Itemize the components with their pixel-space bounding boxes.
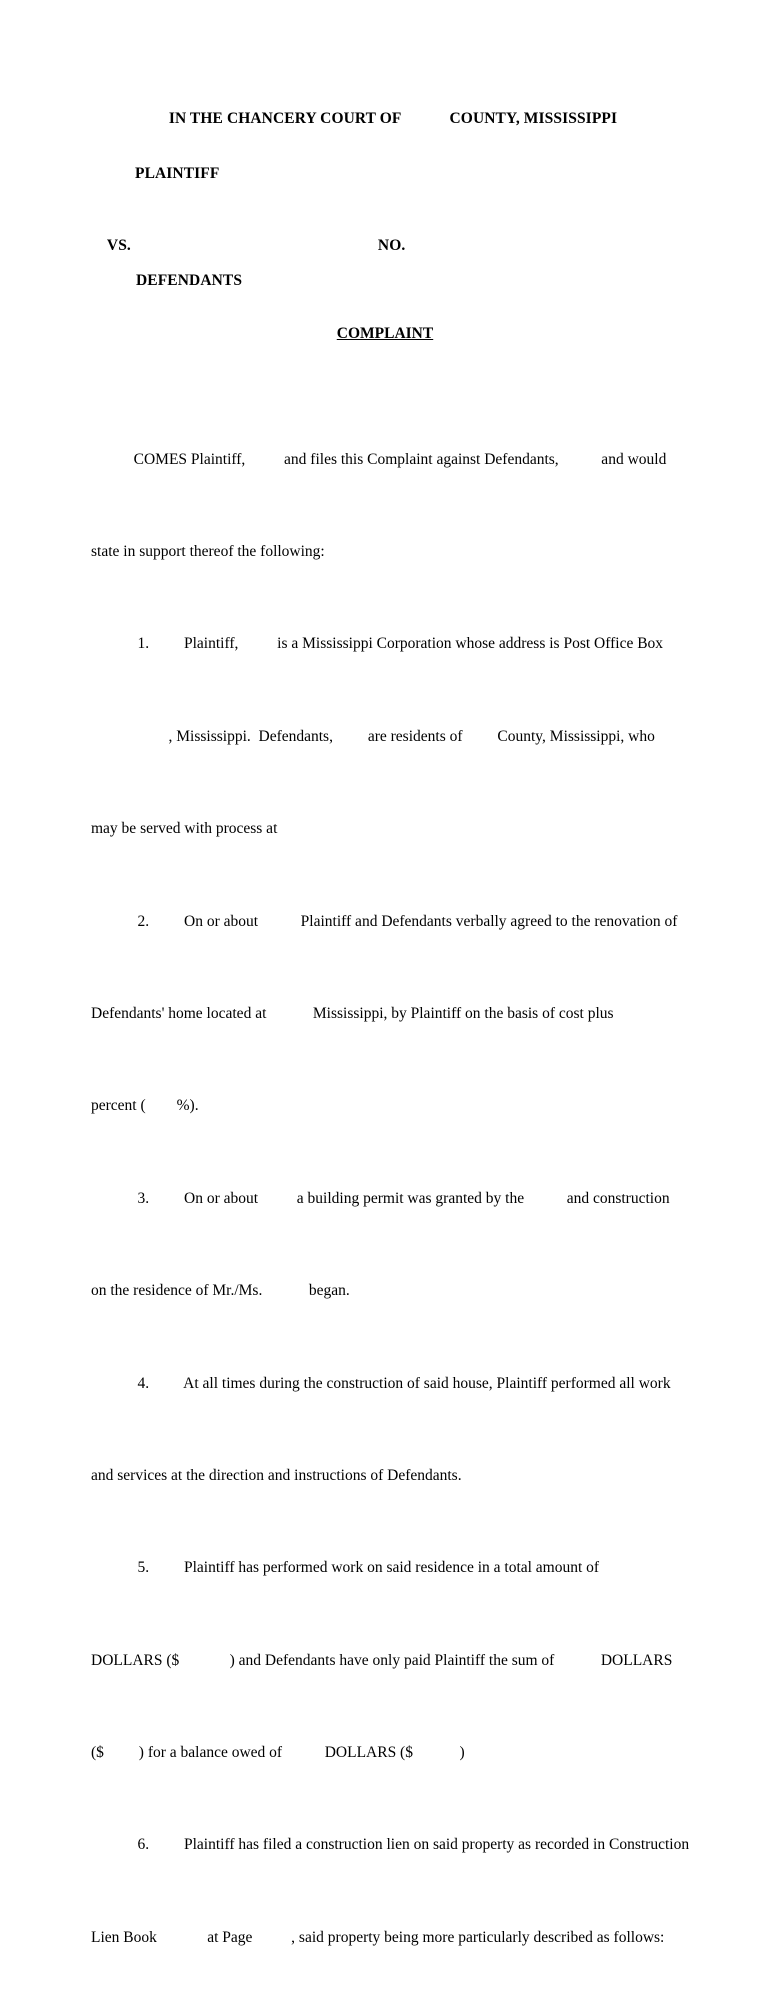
vs-label: VS. [106,237,131,254]
document-body [91,383,731,2015]
case-caption-line [91,219,405,273]
body-line: DOLLARS ($ ) and Defendants have only paid Plaintiff the sum of DOLLARS [91,1651,673,1669]
defendants-label: DEFENDANTS [136,272,243,289]
body-line: 4. At all times during the construction of said house, Plaintiff performed all work [91,1374,671,1392]
court-header-right: COUNTY, MISSISSIPPI [449,110,618,127]
body-line: Defendants' home located at Mississippi, by Plaintiff on the basis of cost plus [91,1004,614,1022]
body-line: may be served with process at [91,820,278,838]
case-number-label: NO. [377,237,406,254]
body-line: 1. Plaintiff, is a Mississippi Corporation whose address is Post Office Box [91,635,664,653]
court-header [0,92,770,146]
body-line: 3. On or about a building permit was granted by the and construction [91,1189,670,1207]
body-line: , Mississippi. Defendants, are residents of County, Mississippi, who [91,727,655,745]
body-line: state in support thereof the following: [91,542,325,560]
body-line: on the residence of Mr./Ms. began. [91,1282,350,1300]
document-title: COMPLAINT [336,325,434,342]
document-title-line [0,325,770,343]
plaintiff-label: PLAINTIFF [135,165,220,182]
court-header-left: IN THE CHANCERY COURT OF [168,110,402,127]
body-line: 5. Plaintiff has performed work on said residence in a total amount of [91,1559,600,1577]
body-line: COMES Plaintiff, and files this Complaint against Defendants, and would [91,450,667,468]
body-line: percent ( %). [91,1097,199,1115]
body-line: ($ ) for a balance owed of DOLLARS ($ ) [91,1744,465,1762]
body-line: 2. On or about Plaintiff and Defendants verbally agreed to the renovation of [91,912,678,930]
body-line: 6. Plaintiff has filed a construction lien on said property as recorded in Construction [91,1836,690,1854]
body-line: and services at the direction and instructions of Defendants. [91,1466,462,1484]
body-line: Lien Book at Page , said property being more particularly described as follows: [91,1928,665,1946]
